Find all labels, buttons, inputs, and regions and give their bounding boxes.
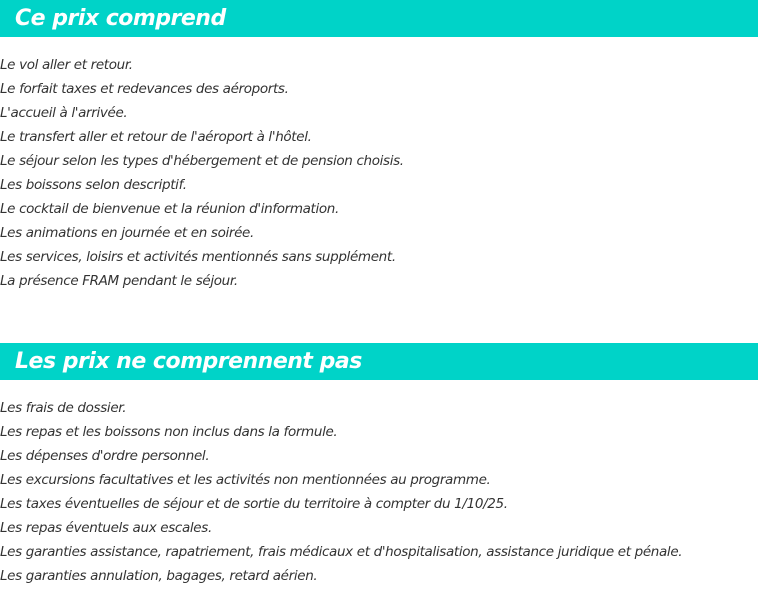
included-item: L'accueil à l'arrivée.	[0, 105, 128, 121]
excluded-section	[0, 343, 758, 588]
excluded-item: Les excursions facultatives et les activités non mentionnées au programme.	[0, 472, 491, 488]
included-item: Le cocktail de bienvenue et la réunion d'information.	[0, 201, 339, 217]
excluded-item: Les repas et les boissons non inclus dans la formule.	[0, 424, 338, 440]
included-item: Le transfert aller et retour de l'aéroport à l'hôtel.	[0, 129, 312, 145]
included-item: Le séjour selon les types d'hébergement et de pension choisis.	[0, 153, 404, 169]
included-item: Le vol aller et retour.	[0, 57, 133, 73]
included-item: Les boissons selon descriptif.	[0, 177, 187, 193]
excluded-title: Les prix ne comprennent pas	[15, 348, 362, 374]
excluded-header	[0, 343, 758, 380]
excluded-item: Les frais de dossier.	[0, 400, 127, 416]
included-item: Les services, loisirs et activités mentionnés sans supplément.	[0, 249, 396, 265]
excluded-item: Les taxes éventuelles de séjour et de sortie du territoire à compter du 1/10/25.	[0, 496, 508, 512]
excluded-item: Les dépenses d'ordre personnel.	[0, 448, 210, 464]
excluded-item: Les repas éventuels aux escales.	[0, 520, 212, 536]
included-section	[0, 0, 758, 293]
excluded-list	[0, 396, 758, 588]
included-item: Les animations en journée et en soirée.	[0, 225, 254, 241]
included-header	[0, 0, 758, 37]
included-item: Le forfait taxes et redevances des aéroports.	[0, 81, 289, 97]
excluded-item: Les garanties assistance, rapatriement, frais médicaux et d'hospitalisation, assistance juridique et pénale.	[0, 544, 683, 560]
included-item: La présence FRAM pendant le séjour.	[0, 273, 238, 289]
excluded-item: Les garanties annulation, bagages, retard aérien.	[0, 568, 318, 584]
included-title: Ce prix comprend	[15, 5, 226, 31]
included-list	[0, 53, 758, 293]
